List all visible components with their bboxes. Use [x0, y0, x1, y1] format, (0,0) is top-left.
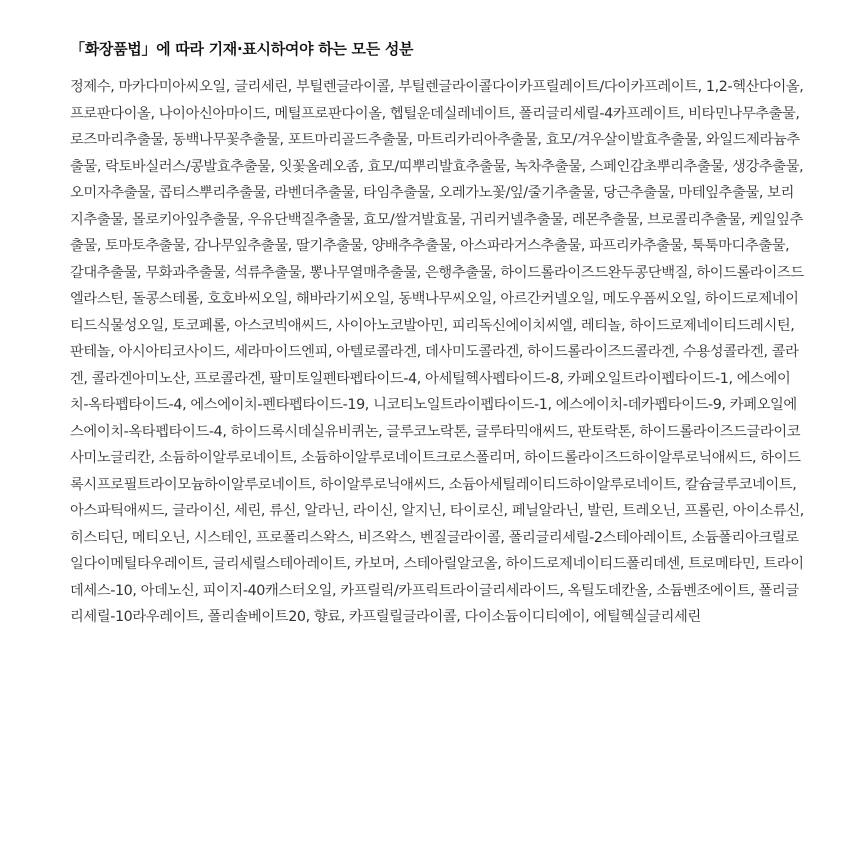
- ingredients-section: [70, 38, 806, 631]
- section-heading: 「화장품법」에 따라 기재·표시하여야 하는 모든 성분: [70, 40, 414, 58]
- ingredients-list-text: 정제수, 마카다미아씨오일, 글리세린, 부틸렌글라이콜, 부틸렌글라이콜다이카프릴레이트/다이카프레이트, 1,2-헥산다이올, 프로판다이올, 나이아신아마이드, 메틸프로판다이올, 헵틸운데실레네이트, 폴리글리세릴-4카프레이트, 비타민나무추출물, 로즈마리추출물, 동백나무꽃추출물, 포트마리골드추출물, 마트리카리아추출물, 효모/겨우살이발효추출물, 와일드제라늄추출물, 락토바실러스/콩발효추출물, 잇꽃올레오좀, 효모/띠뿌리발효추출물, 녹차추출물, 스페인감초뿌리추출물, 생강추출물, 오미자추출물, 콥티스뿌리추출물, 라벤더추출물, 타임추출물, 오레가노꽃/잎/줄기추출물, 당근추출물, 마테잎추출물, 보리지추출물, 몰로키아잎추출물, 우유단백질추출물, 효모/쌀겨발효물, 귀리커넬추출물, 레몬추출물, 브로콜리추출물, 케일잎추출물, 토마토추출물, 감나무잎추출물, 딸기추출물, 양배추추출물, 아스파라거스추출물, 파프리카추출물, 툭툭마디추출물, 갈대추출물, 무화과추출물, 석류추출물, 뽕나무열매추출물, 은행추출물, 하이드롤라이즈드완두콩단백질, 하이드롤라이즈드엘라스틴, 돌콩스테롤, 호호바씨오일, 해바라기씨오일, 동백나무씨오일, 아르간커넬오일, 메도우폼씨오일, 하이드로제네이티드식물성오일, 토코페롤, 아스코빅애씨드, 사이아노코발아민, 피리독신에이치씨엘, 레티놀, 하이드로제네이티드레시틴, 판테놀, 아시아티코사이드, 세라마이드엔피, 아텔로콜라겐, 데사미도콜라겐, 하이드롤라이즈드콜라겐, 수용성콜라겐, 콜라겐, 콜라겐아미노산, 프로콜라겐, 팔미토일펜타펩타이드-4, 아세틸헥사펩타이드-8, 카페오일트라이펩타이드-1, 에스에이치-옥타펩타이드-4, 에스에이치-펜타펩타이드-19, 니코티노일트라이펩타이드-1, 에스에이치-데카펩타이드-9, 카페오일에스에이치-옥타펩타이드-4, 하이드록시데실유비퀴논, 글루코노락톤, 글루타믹애씨드, 판토락톤, 하이드롤라이즈드글라이코사미노글리칸, 소듐하이알루로네이트, 소듐하이알루로네이트크로스폴리머, 하이드롤라이즈드하이알루로닉애씨드, 하이드록시프로필트라이모늄하이알루로네이트, 하이알루로닉애씨드, 소듐아세틸레이티드하이알루로네이트, 칼슘글루코네이트, 아스파틱애씨드, 글라이신, 세린, 류신, 알라닌, 라이신, 알지닌, 타이로신, 페닐알라닌, 발린, 트레오닌, 프롤린, 아이소류신, 히스티딘, 메티오닌, 시스테인, 프로폴리스왁스, 비즈왁스, 벤질글라이콜, 폴리글리세릴-2스테아레이트, 소듐폴리아크릴로일다이메틸타우레이트, 글리세릴스테아레이트, 카보머, 스테아릴알코올, 하이드로제네이티드폴리데센, 트로메타민, 트라이데세스-10, 아데노신, 피이지-40캐스터오일, 카프릴릭/카프릭트라이글리세라이드, 옥틸도데칸올, 소듐벤조에이트, 폴리글리세릴-10라우레이트, 폴리솔베이트20, 향료, 카프릴릴글라이콜, 다이소듐이디티에이, 에틸헥실글리세린: [70, 79, 804, 625]
